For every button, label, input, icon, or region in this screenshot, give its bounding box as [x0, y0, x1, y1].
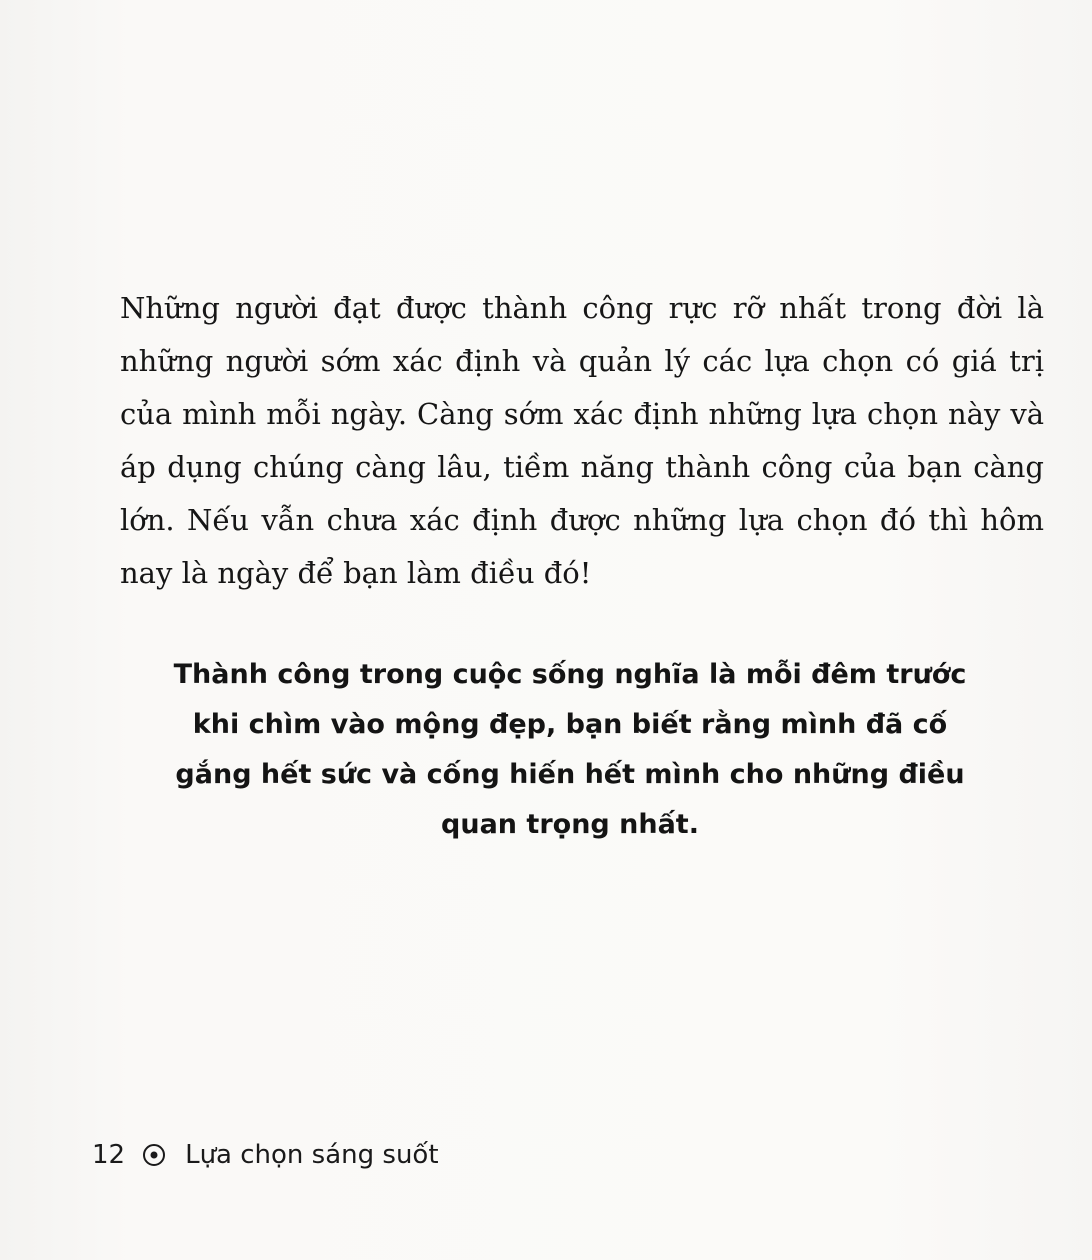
body-paragraph: Những người đạt được thành công rực rỡ nhất trong đời là những người sớm xác định và quản lý các lựa chọn có giá trị của mình mỗi ngày. Càng sớm xác định những lựa chọn này và áp dụng chúng càng lâu, tiềm năng thành công của bạn càng lớn. Nếu vẫn chưa xác định được những lựa chọn đó thì hôm nay là ngày để bạn làm điều đó! — [120, 291, 1044, 590]
circle-bullet-icon — [143, 1144, 165, 1166]
page-number: 12 — [92, 1140, 126, 1170]
quote-line: gắng hết sức và cống hiến hết mình cho những điều — [175, 759, 965, 790]
quote-line: Thành công trong cuộc sống nghĩa là mỗi đêm trước — [173, 659, 967, 690]
page-footer — [92, 1140, 439, 1170]
quote-line: khi chìm vào mộng đẹp, bạn biết rằng mình đã cố — [192, 709, 948, 740]
pull-quote — [150, 650, 990, 850]
quote-line: quan trọng nhất. — [441, 809, 699, 840]
book-title: Lựa chọn sáng suốt — [185, 1140, 439, 1170]
